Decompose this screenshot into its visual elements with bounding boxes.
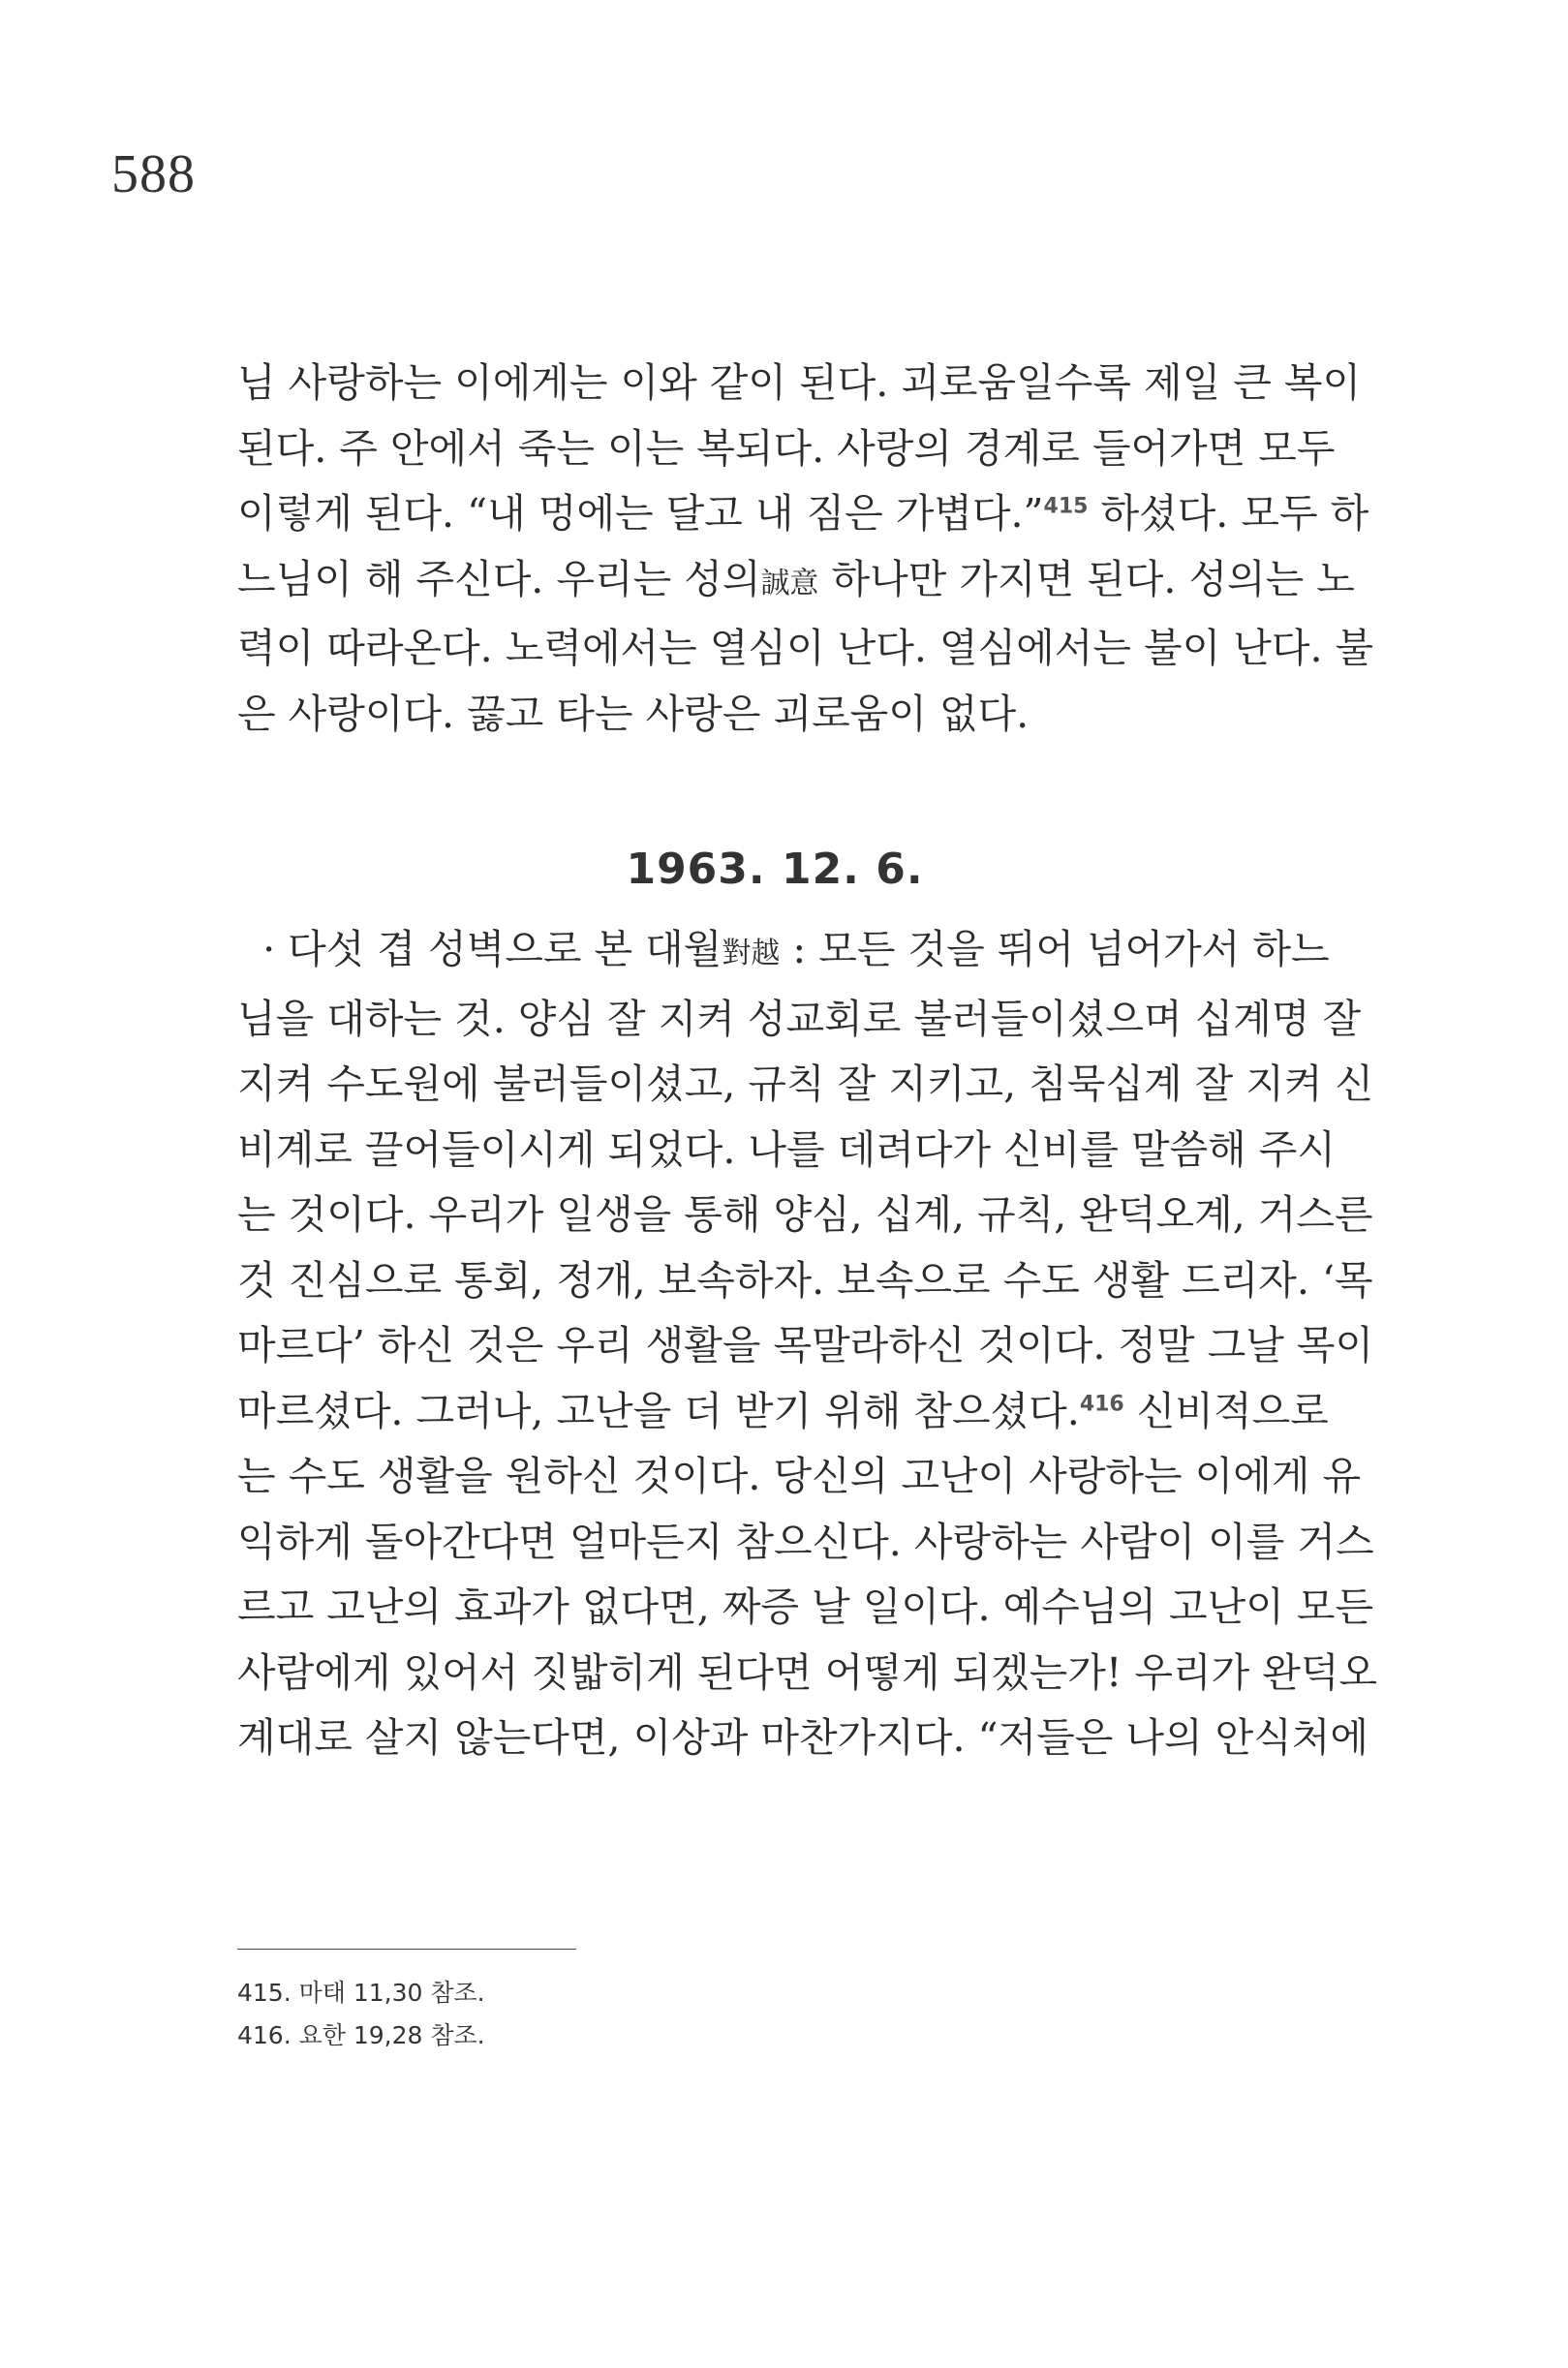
text-line: 님 사랑하는 이에게는 이와 같이 된다. 괴로움일수록 제일 큰 복이 bbox=[237, 359, 1362, 406]
text-fragment: 이렇게 된다. “내 멍에는 달고 내 짐은 가볍다.” bbox=[237, 490, 1044, 537]
text-fragment: 하나만 가지면 된다. 성의는 노 bbox=[818, 555, 1355, 602]
text-line: 는 것이다. 우리가 일생을 통해 양심, 십계, 규칙, 완덕오계, 거스른 bbox=[237, 1191, 1373, 1238]
footnote-415: 415. 마태 11,30 참조. bbox=[237, 1979, 485, 2007]
footnote-divider bbox=[237, 1949, 576, 1950]
text-line: 것 진심으로 통회, 정개, 보속하자. 보속으로 수도 생활 드리자. ‘목 bbox=[237, 1256, 1373, 1304]
text-line: 르고 고난의 효과가 없다면, 짜증 날 일이다. 예수님의 고난이 모든 bbox=[237, 1584, 1374, 1630]
text-line: 은 사랑이다. 끓고 타는 사랑은 괴로움이 없다. bbox=[237, 690, 1030, 737]
text-line: 된다. 주 안에서 죽는 이는 복되다. 사랑의 경계로 들어가면 모두 bbox=[237, 424, 1336, 472]
text-fragment: : 모든 것을 뛰어 넘어가서 하느 bbox=[780, 926, 1330, 972]
text-line: 계대로 살지 않는다면, 이상과 마찬가지다. “저들은 나의 안식처에 bbox=[237, 1714, 1369, 1761]
text-line: 력이 따라온다. 노력에서는 열심이 난다. 열심에서는 불이 난다. 불 bbox=[237, 625, 1374, 671]
footnote-ref-416[interactable]: 416 bbox=[1079, 1391, 1124, 1416]
hanja-annotation: 對越 bbox=[722, 937, 781, 970]
text-line: 사람에게 있어서 짓밟히게 된다면 어떻게 되겠는가! 우리가 완덕오 bbox=[237, 1648, 1378, 1696]
page-number: 588 bbox=[111, 144, 196, 204]
text-line: 지켜 수도원에 불러들이셨고, 규칙 잘 지키고, 침묵십계 잘 지켜 신 bbox=[237, 1061, 1374, 1107]
text-fragment: · 다섯 겹 성벽으로 본 대월 bbox=[262, 926, 723, 972]
text-fragment: 느님이 해 주신다. 우리는 성의 bbox=[237, 555, 761, 602]
footnote-416: 416. 요한 19,28 참조. bbox=[237, 2021, 485, 2049]
text-line bbox=[237, 917, 1330, 987]
text-line: 는 수도 생활을 원하신 것이다. 당신의 고난이 사랑하는 이에게 유 bbox=[237, 1453, 1362, 1499]
footnotes bbox=[237, 1972, 485, 2057]
paragraph-1 bbox=[237, 351, 1374, 747]
date-heading: 1963. 12. 6. bbox=[626, 845, 924, 894]
text-line: 님을 대하는 것. 양심 잘 지켜 성교회로 불러들이셨으며 십계명 잘 bbox=[237, 995, 1362, 1042]
text-line bbox=[237, 547, 1355, 617]
text-fragment: 마르셨다. 그러나, 고난을 더 받기 위해 참으셨다. bbox=[237, 1387, 1080, 1434]
hanja-annotation: 誠意 bbox=[760, 566, 819, 600]
footnote-ref-415[interactable]: 415 bbox=[1043, 494, 1089, 519]
text-fragment: 신비적으로 bbox=[1123, 1387, 1329, 1434]
text-fragment: 하셨다. 모두 하 bbox=[1088, 490, 1369, 537]
text-line bbox=[237, 481, 1369, 547]
text-line: 비계로 끌어들이시게 되었다. 나를 데려다가 신비를 말씀해 주시 bbox=[237, 1125, 1337, 1173]
paragraph-2 bbox=[237, 917, 1378, 1771]
text-line bbox=[237, 1379, 1329, 1445]
text-line: 마르다’ 하신 것은 우리 생활을 목말라하신 것이다. 정말 그날 목이 bbox=[237, 1322, 1374, 1369]
text-line: 익하게 돌아간다면 얼마든지 참으신다. 사랑하는 사람이 이를 거스 bbox=[237, 1518, 1374, 1565]
